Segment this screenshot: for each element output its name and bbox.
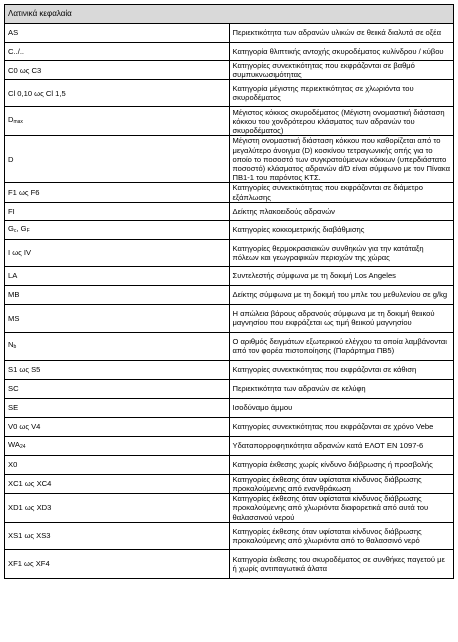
description-cell: Κατηγορίες έκθεσης όταν υφίσταται κίνδυνος διάβρωσης προκαλούμενης από χλωριόντα διαφορετικά από αυτά του θαλασσινού νερού	[229, 494, 454, 523]
table-row	[5, 80, 454, 107]
description-cell: Ισοδύναμο άμμου	[229, 398, 454, 417]
symbol-main: N	[8, 340, 14, 350]
description-cell: Δείκτης πλακοειδούς αδρανών	[229, 202, 454, 220]
symbol-main: WA	[8, 439, 20, 449]
description-cell: Κατηγορίες συνεκτικότητας που εκφράζονται σε κάθιση	[229, 360, 454, 379]
table-row	[5, 549, 454, 578]
table-row	[5, 360, 454, 379]
table-row	[5, 304, 454, 332]
description-cell: Υδαταπορροφητικότητα αδρανών κατά ΕΛΟΤ ΕΝ 1097-6	[229, 436, 454, 455]
symbol-cell: C0 ως C3	[5, 61, 230, 80]
symbol-main: G	[8, 223, 14, 233]
symbol-cell: V0 ως V4	[5, 417, 230, 436]
symbol-cell	[5, 107, 230, 136]
symbol-cell: D	[5, 136, 230, 183]
symbol-subscript: b	[13, 344, 17, 351]
table-header-row	[5, 5, 454, 24]
table-row	[5, 522, 454, 549]
description-cell: Κατηγορίες έκθεσης όταν υφίσταται κίνδυνος διάβρωσης προκαλούμενης από χλωριόντα από το θαλασσινό νερό	[229, 522, 454, 549]
table-row	[5, 436, 454, 455]
symbol-cell: S1 ως S5	[5, 360, 230, 379]
description-cell: Κατηγορίες κοκκομετρικής διαβάθμισης	[229, 220, 454, 239]
table-row	[5, 455, 454, 474]
description-cell: Περιεκτικότητα των αδρανών υλικών σε θειικά διαλυτά σε οξέα	[229, 24, 454, 43]
symbol-cell: AS	[5, 24, 230, 43]
table-row	[5, 332, 454, 360]
symbol-cell: XF1 ως XF4	[5, 549, 230, 578]
description-cell: Συντελεστής σύμφωνα με τη δοκιμή Los Angeles	[229, 266, 454, 285]
symbol-cell: SC	[5, 379, 230, 398]
symbol-cell: F1 ως F6	[5, 183, 230, 202]
table-row	[5, 494, 454, 523]
table-row	[5, 107, 454, 136]
table-row	[5, 398, 454, 417]
description-cell: Μέγιστη ονομαστική διάσταση κόκκου που καθορίζεται από το μεγαλύτερο άνοιγμα (D) κοσκίνου τετραγωνικής οπής για το οποίο το ποσοστό των συγκρατούμενων κόκκων (υπερδιάστατο ποσοστό) κλάσματος αδρανών d/D είναι σύμφωνο με τον Πίνακα ΠΒ1-1 του παρόντος ΚΤΣ.	[229, 136, 454, 183]
symbol-cell: SE	[5, 398, 230, 417]
symbol-subscript: max	[13, 119, 23, 126]
table-row	[5, 136, 454, 183]
symbol-subscript: F	[26, 227, 30, 234]
table-row	[5, 43, 454, 61]
symbol-cell: XS1 ως XS3	[5, 522, 230, 549]
description-cell: Κατηγορίες έκθεσης όταν υφίσταται κίνδυνος διάβρωσης προκαλούμενης από ενανθράκωση	[229, 474, 454, 493]
table-row	[5, 474, 454, 493]
table-row	[5, 266, 454, 285]
description-cell: Κατηγορίες θερμοκρασιακών συνθηκών για την κατάταξη πόλεων και γεωγραφικών περιοχών της χώρας	[229, 239, 454, 266]
symbol-subscript: 24	[19, 443, 26, 450]
table-row	[5, 220, 454, 239]
symbol-cell: XD1 ως XD3	[5, 494, 230, 523]
table-row	[5, 379, 454, 398]
description-cell: Η απώλεια βάρους αδρανούς σύμφωνα με τη δοκιμή θειικού μαγνησίου που εκφράζεται ως τιμή θειικού μαγνησίου	[229, 304, 454, 332]
table-row	[5, 239, 454, 266]
symbol-subscript: c	[13, 227, 17, 234]
symbol-cell: C../..	[5, 43, 230, 61]
table-row	[5, 417, 454, 436]
description-cell: Κατηγορία μέγιστης περιεκτικότητας σε χλωριόντα του σκυροδέματος	[229, 80, 454, 107]
symbol-cell: Cl 0,10 ως Cl 1,5	[5, 80, 230, 107]
symbol-cell: XC1 ως XC4	[5, 474, 230, 493]
symbol-cell	[5, 436, 230, 455]
symbol-cell: X0	[5, 455, 230, 474]
description-cell: Περιεκτικότητα των αδρανών σε κελύφη	[229, 379, 454, 398]
symbol-main: , G	[16, 223, 27, 233]
symbol-cell: FI	[5, 202, 230, 220]
symbol-cell: MS	[5, 304, 230, 332]
table-row	[5, 285, 454, 304]
description-cell: Κατηγορίες συνεκτικότητας που εκφράζονται σε διάμετρο εξάπλωσης	[229, 183, 454, 202]
symbol-cell	[5, 332, 230, 360]
description-cell: Κατηγορίες συνεκτικότητας που εκφράζονται σε βαθμό συμπυκνωσιμότητας	[229, 61, 454, 80]
symbol-main: D	[8, 115, 14, 125]
description-cell: Δείκτης σύμφωνα με τη δοκιμή του μπλε του μεθυλενίου σε g/kg	[229, 285, 454, 304]
symbol-cell: LA	[5, 266, 230, 285]
symbols-table	[4, 4, 454, 579]
table-row	[5, 183, 454, 202]
description-cell: Κατηγορία έκθεσης χωρίς κίνδυνο διάβρωσης ή προσβολής	[229, 455, 454, 474]
symbol-cell: I ως IV	[5, 239, 230, 266]
table-header: Λατινικά κεφαλαία	[5, 5, 454, 24]
description-cell: Μέγιστος κόκκος σκυροδέματος (Μέγιστη ονομαστική διάσταση κόκκου του χονδρότερου κλάσματος των αδρανών του σκυροδέματος)	[229, 107, 454, 136]
table-row	[5, 202, 454, 220]
table-row	[5, 24, 454, 43]
symbol-cell: MB	[5, 285, 230, 304]
description-cell: Κατηγορία θλιπτικής αντοχής σκυροδέματος κυλίνδρου / κύβου	[229, 43, 454, 61]
table-row	[5, 61, 454, 80]
description-cell: Κατηγορία έκθεσης του σκυροδέματος σε συνθήκες παγετού με ή χωρίς αντιπαγωτικά άλατα	[229, 549, 454, 578]
symbol-cell	[5, 220, 230, 239]
description-cell: Ο αριθμός δειγμάτων εξωτερικού ελέγχου τα οποία λαμβάνονται από τον φορέα πιστοποίησης (Παράρτημα ΠΒ5)	[229, 332, 454, 360]
description-cell: Κατηγορίες συνεκτικότητας που εκφράζονται σε χρόνο Vebe	[229, 417, 454, 436]
